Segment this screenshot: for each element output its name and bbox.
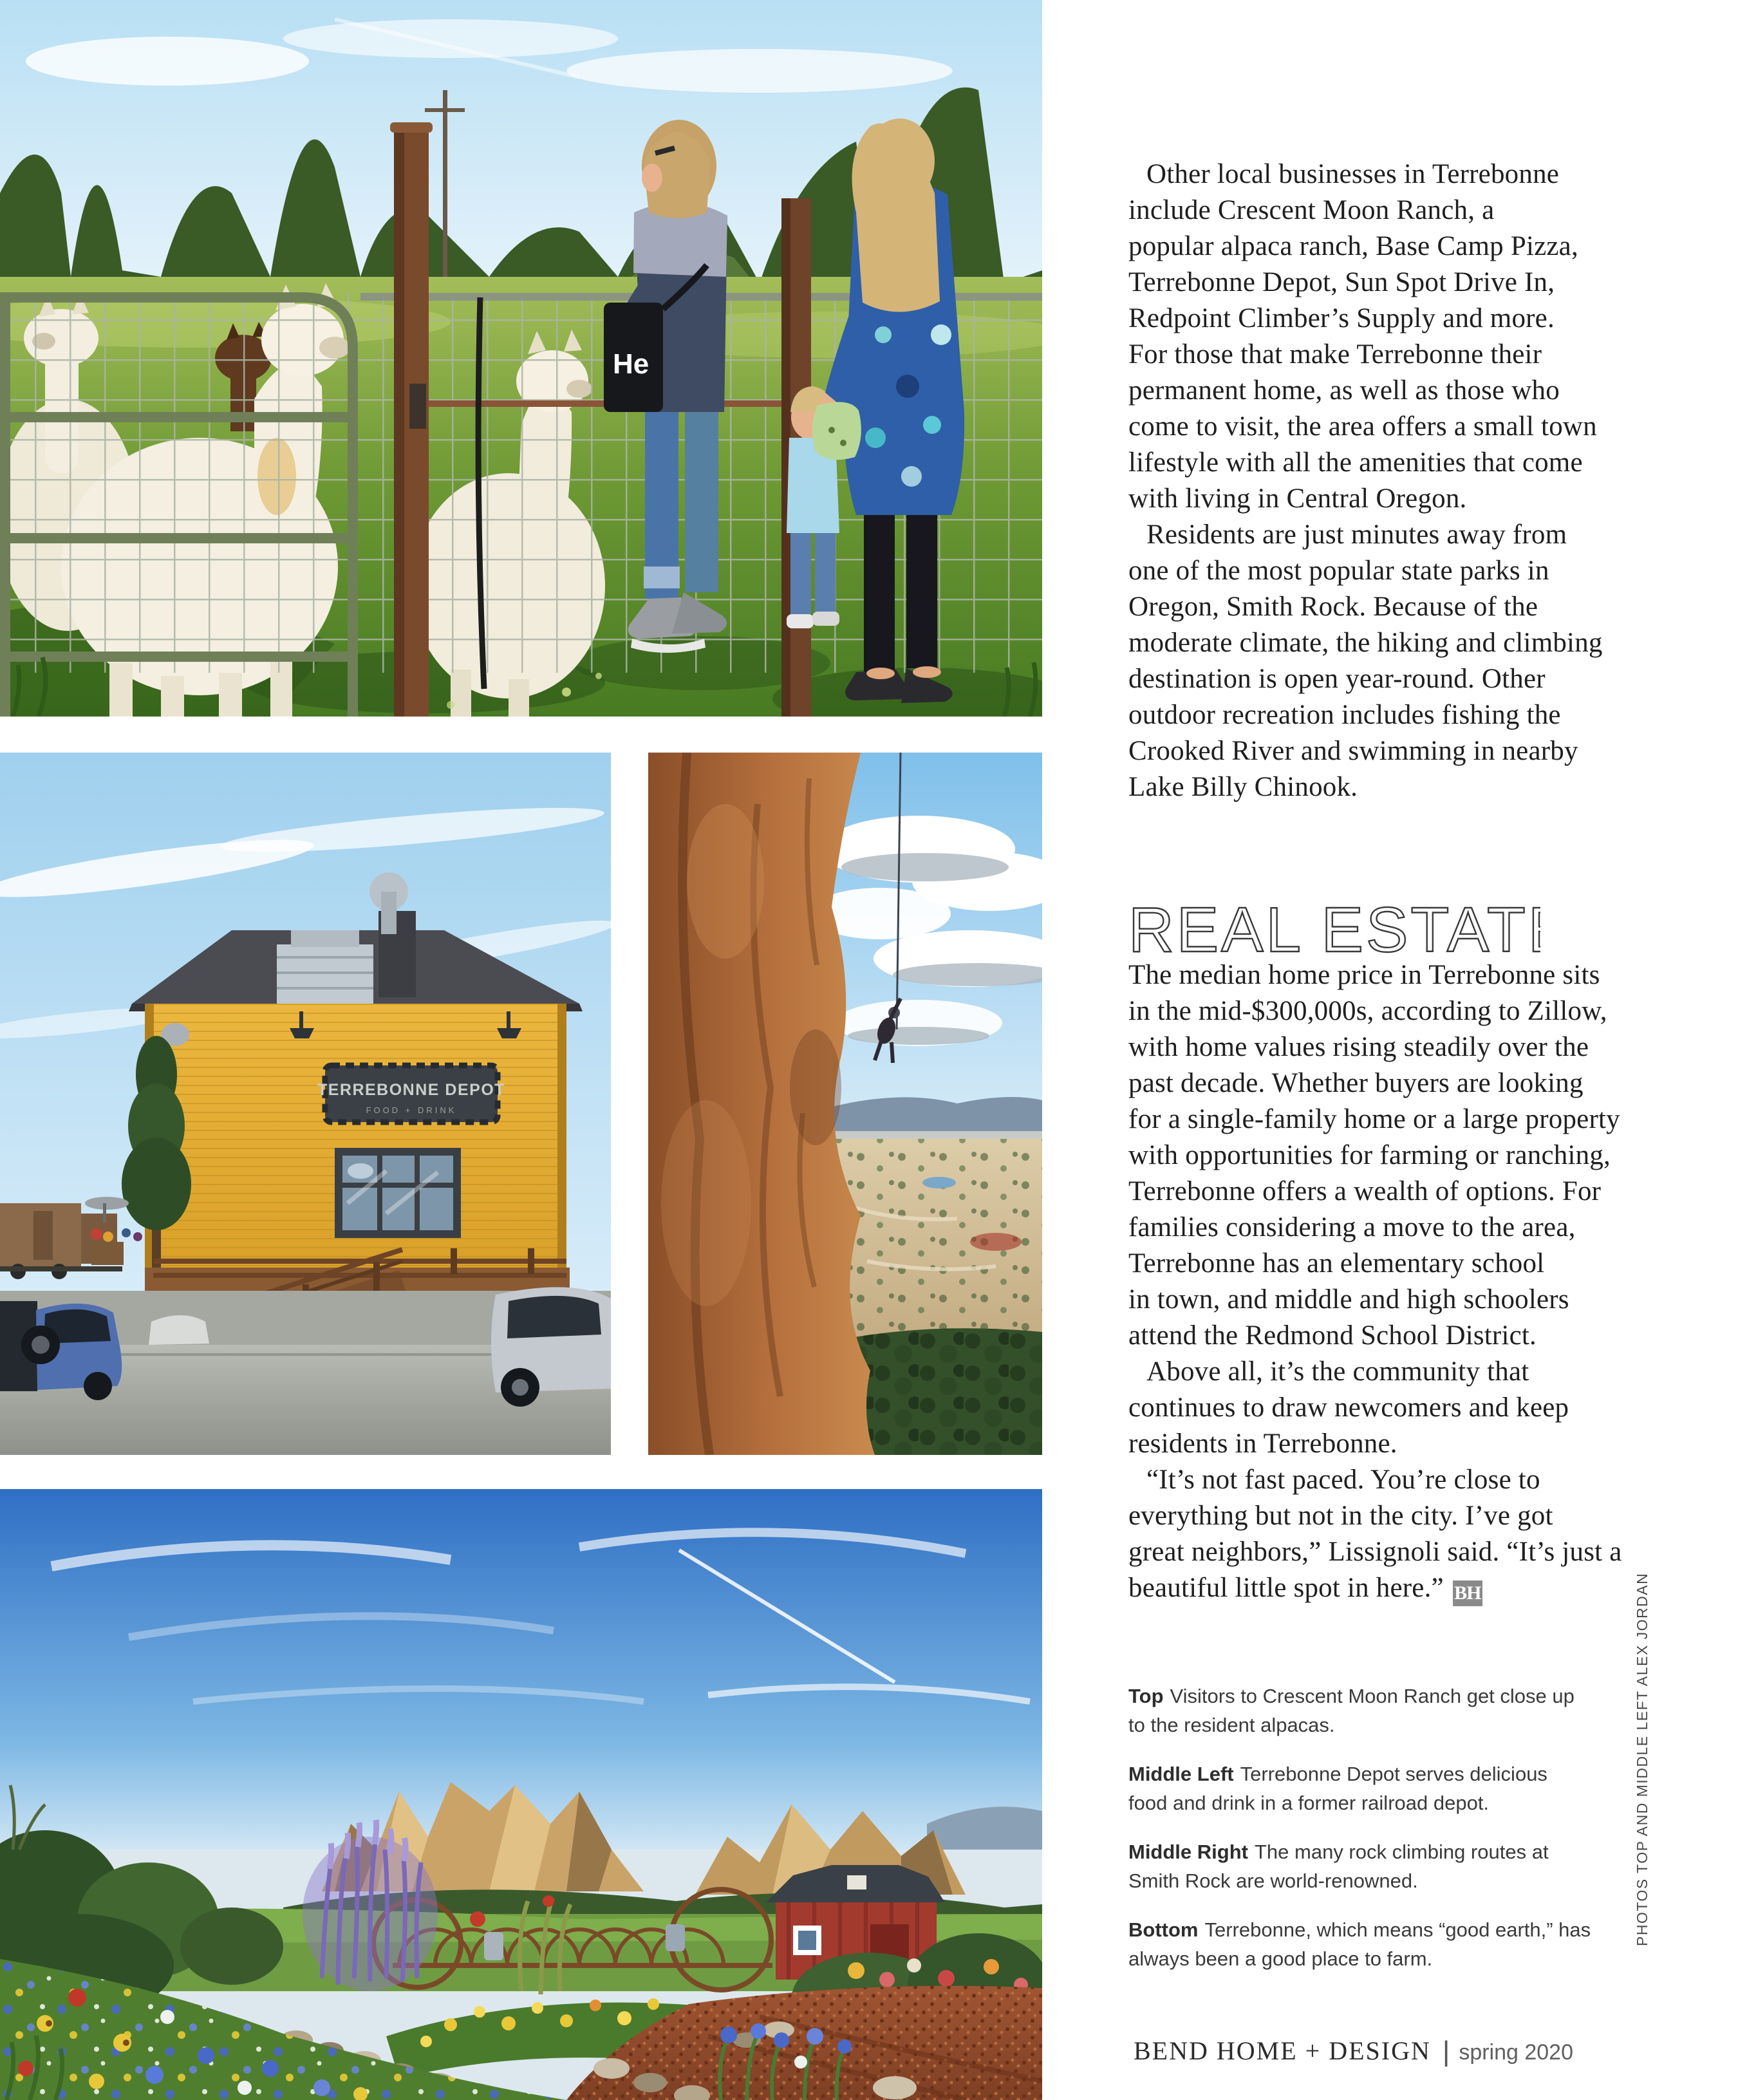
paragraph: Other local businesses in Terrebonne include Crescent Moon Ranch, a popular alpaca ranch, Base Camp Pizza, Terrebonne Depot, Sun Spot Drive In, Redpoint Climber’s Supply and more. For those that make Terrebonne their permanent home, as well as those who come to visit, the area offers a small town lifestyle with all the amenities that come with living in Central Oregon. bbox=[1128, 159, 1597, 514]
paragraph: Residents are just minutes away from one of the most popular state parks in Oregon, Smith Rock. Because of the moderate climate, the hiking and climbing destination is open year-round. Other outdoor recreation includes fishing the Crooked River and swimming in nearby Lake Billy Chinook. bbox=[1128, 520, 1603, 802]
article-real-estate bbox=[1128, 957, 1622, 1606]
depot-sign-title: TERREBONNE DEPOT bbox=[317, 1081, 506, 1099]
caption-label: Middle Right bbox=[1128, 1841, 1248, 1863]
caption-label: Middle Left bbox=[1128, 1763, 1234, 1785]
page-footer bbox=[1128, 2036, 1573, 2068]
caption-label: Bottom bbox=[1128, 1918, 1199, 1941]
caption-top: Top Visitors to Crescent Moon Ranch get close up to the resident alpacas. bbox=[1128, 1685, 1574, 1736]
photo-top-alpacas bbox=[0, 0, 1042, 717]
caption-label: Top bbox=[1128, 1685, 1164, 1707]
paragraph: “It’s not fast paced. You’re close to everything but not in the city. I’ve got great neighbors,” Lissignoli said. “It’s just a bbox=[1128, 1465, 1622, 1567]
depot-window bbox=[335, 1148, 461, 1238]
caption-block bbox=[1128, 1682, 1591, 1993]
magazine-brand: BEND HOME + DESIGN bbox=[1133, 2036, 1431, 2065]
depot-sign bbox=[317, 1065, 505, 1122]
section-heading-real-estate bbox=[1128, 896, 1540, 967]
quote-end: beautiful little spot in here.” bbox=[1128, 1573, 1444, 1603]
paragraph-last-line bbox=[1128, 1570, 1526, 1606]
photo-bottom-garden bbox=[0, 1489, 1042, 2100]
bag-text: He bbox=[613, 348, 649, 380]
depot-sign-subtitle: FOOD + DRINK bbox=[366, 1105, 457, 1115]
end-mark-badge: BH bbox=[1453, 1580, 1482, 1606]
caption-middle-right: Middle Right The many rock climbing routes at Smith Rock are world-renowned. bbox=[1128, 1841, 1549, 1892]
article-intro bbox=[1128, 156, 1603, 805]
photo-credit: PHOTOS TOP AND MIDDLE LEFT ALEX JORDAN bbox=[1634, 1572, 1650, 1946]
caption-bottom: Bottom Terrebonne, which means “good earth,” has always been a good place to farm. bbox=[1128, 1918, 1591, 1970]
issue-label: spring 2020 bbox=[1459, 2040, 1573, 2065]
paragraph: Above all, it’s the community that continues to draw newcomers and keep residents in Terrebonne. bbox=[1128, 1356, 1569, 1459]
heading-text: REAL ESTATE bbox=[1128, 896, 1540, 965]
paragraph: The median home price in Terrebonne sits in the mid-$300,000s, according to Zillow, with home values rising steadily over the past decade. Whether buyers are looking for a single-family home or a large property with opportunities for farming or ranching, Terrebonne offers a wealth of options. For families considering a move to the area, Terrebonne has an elementary school in town, and middle and high schoolers attend the Redmond School District. bbox=[1128, 960, 1620, 1351]
footer-divider: | bbox=[1442, 2036, 1450, 2067]
photo-middle-right-climber bbox=[648, 753, 1042, 1455]
caption-middle-left: Middle Left Terrebonne Depot serves delicious food and drink in a former railroad depot. bbox=[1128, 1763, 1547, 1814]
photo-middle-left-depot bbox=[0, 753, 611, 1455]
